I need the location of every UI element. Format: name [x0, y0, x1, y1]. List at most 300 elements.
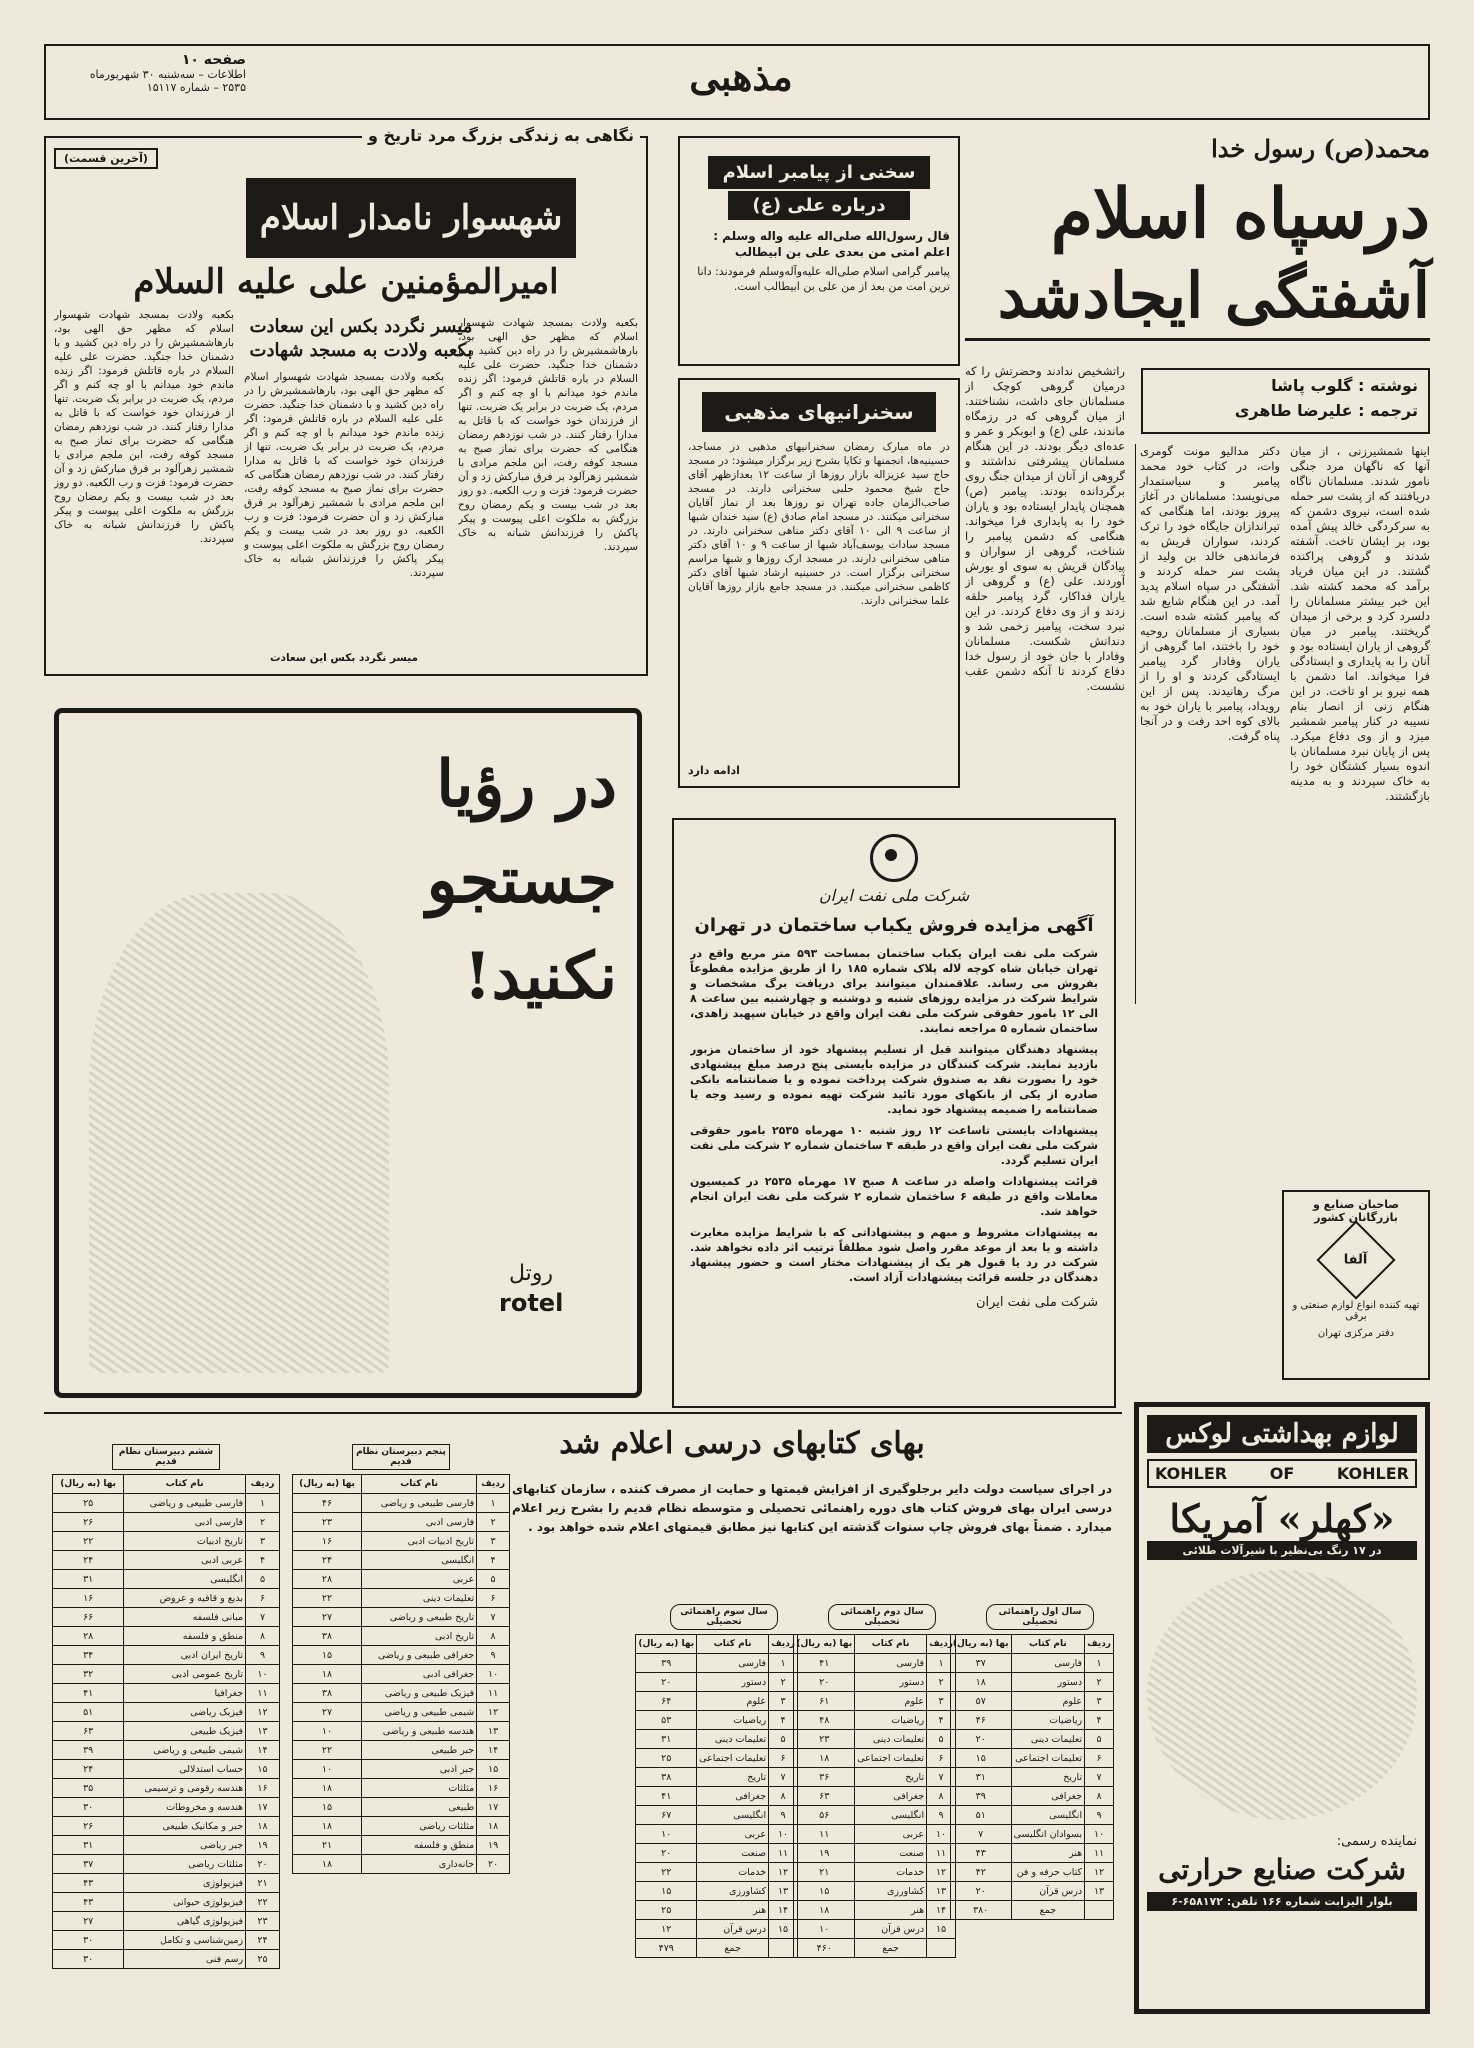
total-value: ۴۶۰ — [794, 1939, 855, 1958]
book-price: ۲۴ — [53, 1760, 124, 1779]
table-row — [794, 1654, 956, 1673]
book-price: ۱۸ — [950, 1673, 1011, 1692]
table-row — [794, 1920, 956, 1939]
book-name: تاریخ طبیعی و ریاضی — [362, 1608, 477, 1627]
row-number: ۲ — [1085, 1673, 1114, 1692]
book-price: ۷ — [950, 1825, 1011, 1844]
section-title: مذهبی — [689, 54, 793, 99]
table-row — [53, 1684, 280, 1703]
table-row — [53, 1817, 280, 1836]
book-price: ۱۰ — [293, 1722, 362, 1741]
table-row — [53, 1494, 280, 1513]
date-line: اطلاعات – سه‌شنبه ۳۰ شهریورماه — [89, 68, 246, 81]
table-row — [53, 1646, 280, 1665]
book-price: ۱۰ — [794, 1920, 855, 1939]
table-year-1 — [952, 1604, 1114, 1920]
price-table — [793, 1634, 956, 1958]
book-name: جغرافی طبیعی و ریاضی — [362, 1646, 477, 1665]
book-name: دستور — [1011, 1673, 1084, 1692]
industry-ad-line1: صاحبان صنایع و بازرگانان کشور — [1312, 1198, 1400, 1224]
book-price: ۴۳ — [53, 1893, 124, 1912]
table-row — [293, 1684, 510, 1703]
row-number: ۱۰ — [246, 1665, 280, 1684]
table-total-row — [636, 1939, 798, 1958]
row-number: ۱۱ — [477, 1684, 510, 1703]
table-row — [636, 1901, 798, 1920]
saying-subtitle: درباره علی (ع) — [728, 191, 910, 220]
price-table — [52, 1474, 280, 1969]
book-price: ۳۹ — [636, 1654, 697, 1673]
table-row — [53, 1532, 280, 1551]
book-price: ۲۵ — [53, 1494, 124, 1513]
book-price: ۳۰ — [53, 1798, 124, 1817]
translator: ترجمه : علیرضا طاهری — [1234, 401, 1418, 420]
table-row — [293, 1665, 510, 1684]
book-price: ۲۷ — [293, 1703, 362, 1722]
book-price: ۱۲ — [636, 1920, 697, 1939]
ali-col-mid: بکعبه ولادت بمسجد شهادت شهسوار اسلام که مظهر حق الهی بود، بارهاشمشیرش را در راه دین کشید و با دشمنان خدا جنگید. حضرت علی علیه السلام در باره قاتلش فرمود: اگر زنده ماندم خود میدانم با او چه کنم و اگر مردم، یک ضربت در برابر یک ضربت. تنها از فرزندان خود خواست که با قاتل به مدارا رفتار کنند. در شب نوزدهم رمضان هنگامی که حضرت برای نماز صبح به مسجد کوفه رفت، ابن ملجم مرادی با شمشیر زهرآلود بر فرق مبارکش زد و آن حضرت فرمود: فزت و رب الکعبه. دو روز بعد در شب بیست و یکم رمضان روح بزرگش به ملکوت اعلی پیوست و پیکر پاکش را فرزندانش شبانه به خاک سپردند. — [244, 371, 444, 579]
row-number: ۹ — [927, 1806, 956, 1825]
book-price: ۲۰ — [636, 1673, 697, 1692]
book-name: طبیعی — [362, 1798, 477, 1817]
table-row — [636, 1863, 798, 1882]
table-row — [636, 1825, 798, 1844]
book-name: تعلیمات اجتماعی — [855, 1749, 927, 1768]
table-row — [794, 1673, 956, 1692]
book-name: دستور — [697, 1673, 769, 1692]
book-name: تعلیمات دینی — [362, 1589, 477, 1608]
table-row — [636, 1749, 798, 1768]
table-row — [293, 1513, 510, 1532]
row-number: ۱۱ — [1085, 1844, 1114, 1863]
col-row: ردیف — [477, 1475, 510, 1494]
book-name: انگلیسی — [362, 1551, 477, 1570]
industry-ad-line3: دفتر مرکزی تهران — [1317, 1328, 1395, 1339]
book-price: ۱۵ — [636, 1882, 697, 1901]
total-label: جمع — [1011, 1901, 1084, 1920]
book-name: دستور — [855, 1673, 927, 1692]
table-row — [293, 1627, 510, 1646]
row-number: ۴ — [769, 1711, 798, 1730]
book-name: هندسه طبیعی و ریاضی — [362, 1722, 477, 1741]
book-price: ۴۱ — [794, 1654, 855, 1673]
table-row — [636, 1692, 798, 1711]
book-price: ۱۸ — [293, 1817, 362, 1836]
table-row — [293, 1855, 510, 1874]
row-number: ۱۹ — [246, 1836, 280, 1855]
book-price: ۲۵ — [636, 1749, 697, 1768]
rotel-line-2: جستجو — [426, 843, 617, 918]
row-number: ۷ — [1085, 1768, 1114, 1787]
book-name: ریاضیات — [1011, 1711, 1084, 1730]
book-name: فارسی طبیعی و ریاضی — [124, 1494, 246, 1513]
table-row — [794, 1806, 956, 1825]
col-price: بها (به ریال) — [950, 1635, 1011, 1654]
book-name: تعلیمات دینی — [1011, 1730, 1084, 1749]
ali-end-line: میسر نگردد بکس این سعادت — [270, 652, 418, 664]
book-price: ۴۶ — [293, 1494, 362, 1513]
row-number: ۲ — [246, 1513, 280, 1532]
col-name: نام کتاب — [697, 1635, 769, 1654]
table-row — [53, 1798, 280, 1817]
row-number: ۲۲ — [246, 1893, 280, 1912]
table-row — [53, 1950, 280, 1969]
book-name: علوم — [855, 1692, 927, 1711]
table-year-3 — [638, 1604, 798, 1958]
book-price: ۲۳ — [794, 1730, 855, 1749]
table-row — [293, 1817, 510, 1836]
table-row — [950, 1654, 1113, 1673]
book-price: ۱۸ — [293, 1855, 362, 1874]
kohler-brand: «کهلر» آمریکا — [1169, 1496, 1395, 1541]
col-name: نام کتاب — [855, 1635, 927, 1654]
book-price: ۵۱ — [950, 1806, 1011, 1825]
ali-title: امیرالمؤمنین علی علیه السلام — [133, 262, 559, 302]
book-price: ۵۶ — [794, 1806, 855, 1825]
oil-footer: شرکت ملی نفت ایران — [975, 1295, 1098, 1310]
row-number: ۱۵ — [477, 1760, 510, 1779]
book-price: ۱۰ — [293, 1760, 362, 1779]
row-number: ۶ — [927, 1749, 956, 1768]
book-name: زمین‌شناسی و تکامل — [124, 1931, 246, 1950]
table-row — [950, 1806, 1113, 1825]
book-name: خانه‌داری — [362, 1855, 477, 1874]
book-name: تاریخ — [697, 1768, 769, 1787]
book-name: درس قرآن — [855, 1920, 927, 1939]
book-price: ۶۷ — [636, 1806, 697, 1825]
textbooks-title: بهای کتابهای درسی اعلام شد — [559, 1426, 925, 1461]
table-row — [53, 1589, 280, 1608]
bathtub-illustration — [1147, 1570, 1417, 1820]
book-name: هنر — [855, 1901, 927, 1920]
table-title: ششم دبیرستان نظام قدیم — [112, 1444, 220, 1470]
book-price: ۳۷ — [950, 1654, 1011, 1673]
industry-logo-text: آلفا — [1344, 1252, 1368, 1268]
row-number: ۱۲ — [769, 1863, 798, 1882]
book-price: ۶۳ — [53, 1722, 124, 1741]
col-price: بها (به ریال) — [636, 1635, 697, 1654]
row-number: ۵ — [477, 1570, 510, 1589]
table-row — [794, 1692, 956, 1711]
book-name: مثلثات ریاضی — [124, 1855, 246, 1874]
oil-company-name: شرکت ملی نفت ایران — [818, 886, 970, 905]
ali-kicker: نگاهی به زندگی بزرگ مرد تاریخ و — [362, 126, 640, 145]
row-number: ۱۵ — [769, 1920, 798, 1939]
book-price: ۳۹ — [53, 1741, 124, 1760]
table-row — [636, 1787, 798, 1806]
table-row — [293, 1589, 510, 1608]
table-total-row — [950, 1901, 1113, 1920]
book-name: هنر — [1011, 1844, 1084, 1863]
row-number: ۱۸ — [246, 1817, 280, 1836]
book-name: جبر ادبی — [362, 1760, 477, 1779]
table-row — [636, 1806, 798, 1825]
table-row — [950, 1825, 1113, 1844]
kohler-address: بلوار الیزابت شماره ۱۶۶ تلفن: ۶۵۸۱۷۲-۶ — [1147, 1892, 1417, 1911]
table-row — [794, 1711, 956, 1730]
book-name: انگلیسی — [855, 1806, 927, 1825]
row-number: ۱۸ — [477, 1817, 510, 1836]
table-row — [636, 1654, 798, 1673]
book-name: منطق و فلسفه — [124, 1627, 246, 1646]
row-number: ۲۵ — [246, 1950, 280, 1969]
kohler-strip-left: KOHLER — [1155, 1464, 1228, 1483]
speeches-box — [678, 378, 960, 788]
book-price: ۲۲ — [53, 1532, 124, 1551]
row-number: ۵ — [1085, 1730, 1114, 1749]
book-name: حساب استدلالی — [124, 1760, 246, 1779]
book-price: ۱۱ — [794, 1825, 855, 1844]
row-number: ۱۲ — [927, 1863, 956, 1882]
row-number: ۱۲ — [477, 1703, 510, 1722]
row-number: ۳ — [927, 1692, 956, 1711]
book-price: ۴۳ — [53, 1874, 124, 1893]
book-name: درس قرآن — [1011, 1882, 1084, 1901]
book-price: ۵۳ — [636, 1711, 697, 1730]
book-name: تاریخ ادبیات — [124, 1532, 246, 1551]
saying-box — [678, 136, 960, 366]
table-row — [53, 1665, 280, 1684]
row-number: ۵ — [927, 1730, 956, 1749]
ali-col-left: بکعبه ولادت بمسجد شهادت شهسوار اسلام که مظهر حق الهی بود، بارهاشمشیرش را در راه دین کشید و با دشمنان خدا جنگید. حضرت علی علیه السلام در باره قاتلش فرمود: اگر زنده ماندم خود میدانم با او چه کنم و اگر مردم، یک ضربت در برابر یک ضربت. تنها از فرزندان خود خواست که با قاتل به مدارا رفتار کنند. در شب نوزدهم رمضان هنگامی که حضرت برای نماز صبح به مسجد کوفه رفت، ابن ملجم مرادی با شمشیر زهرآلود بر فرق مبارکش زد و آن حضرت فرمود: فزت و رب الکعبه. دو روز بعد در شب بیست و یکم رمضان روح بزرگش به ملکوت اعلی پیوست و پیکر پاکش را فرزندانش شبانه به خاک سپردند. — [54, 309, 234, 545]
book-price: ۲۴ — [293, 1551, 362, 1570]
table-row — [950, 1787, 1113, 1806]
book-price: ۱۵ — [293, 1798, 362, 1817]
oil-body-4: قرائت پیشنهادات واصله در ساعت ۸ صبح ۱۷ مهرماه ۲۵۳۵ در کمیسیون معاملات واقع در طبقه ۶ ساختمان شماره ۲ شرکت ملی نفت ایران انجام خواهد شد. — [690, 1175, 1098, 1218]
book-name: کشاورزی — [855, 1882, 927, 1901]
book-price: ۲۲ — [293, 1589, 362, 1608]
row-number: ۱۴ — [769, 1901, 798, 1920]
book-name: صنعت — [697, 1844, 769, 1863]
row-number: ۱ — [1085, 1654, 1114, 1673]
book-price: ۳۰ — [53, 1931, 124, 1950]
table-row — [53, 1551, 280, 1570]
row-number: ۶ — [1085, 1749, 1114, 1768]
table-row — [950, 1692, 1113, 1711]
book-price: ۲۰ — [794, 1673, 855, 1692]
table-row — [794, 1844, 956, 1863]
table-row — [293, 1760, 510, 1779]
kohler-strip-right: KOHLER — [1336, 1464, 1409, 1483]
table-row — [53, 1931, 280, 1950]
book-price: ۲۱ — [794, 1863, 855, 1882]
headline-1: درسپاه اسلام — [1050, 174, 1430, 254]
table-row — [53, 1912, 280, 1931]
book-name: انگلیسی — [124, 1570, 246, 1589]
row-number: ۴ — [927, 1711, 956, 1730]
row-number: ۱ — [477, 1494, 510, 1513]
book-price: ۴۳ — [950, 1844, 1011, 1863]
book-price: ۲۲ — [636, 1863, 697, 1882]
kohler-title: لوازم بهداشتی لوکس — [1147, 1415, 1417, 1453]
book-name: جغرافیا — [124, 1684, 246, 1703]
row-number: ۱۵ — [246, 1760, 280, 1779]
book-name: فارسی ادبی — [124, 1513, 246, 1532]
table-row — [293, 1779, 510, 1798]
table-row — [293, 1551, 510, 1570]
col-row: ردیف — [769, 1635, 798, 1654]
table-row — [293, 1836, 510, 1855]
table-row — [950, 1749, 1113, 1768]
row-number: ۹ — [1085, 1806, 1114, 1825]
table-row — [794, 1730, 956, 1749]
book-price: ۶۳ — [794, 1787, 855, 1806]
table-row — [636, 1730, 798, 1749]
book-price: ۳۲ — [53, 1665, 124, 1684]
book-name: تاریخ ادبی — [362, 1627, 477, 1646]
book-name: فیزیولوژی گیاهی — [124, 1912, 246, 1931]
table-row — [53, 1855, 280, 1874]
author: نوشته : گلوب پاشا — [1271, 376, 1418, 395]
table-row — [53, 1703, 280, 1722]
book-name: علوم — [1011, 1692, 1084, 1711]
saying-title: سخنی از پیامبر اسلام — [708, 156, 930, 189]
row-number: ۱۳ — [1085, 1882, 1114, 1901]
row-number: ۴ — [477, 1551, 510, 1570]
book-price: ۳۸ — [636, 1768, 697, 1787]
row-number: ۸ — [927, 1787, 956, 1806]
table-row — [950, 1768, 1113, 1787]
table-row — [293, 1608, 510, 1627]
table-row — [636, 1768, 798, 1787]
book-name: فارسی طبیعی و ریاضی — [362, 1494, 477, 1513]
book-price: ۱۵ — [794, 1882, 855, 1901]
book-name: هندسه رقومی و ترسیمی — [124, 1779, 246, 1798]
book-name: تعلیمات اجتماعی — [1011, 1749, 1084, 1768]
table-row — [293, 1722, 510, 1741]
table-row — [636, 1920, 798, 1939]
row-number: ۹ — [477, 1646, 510, 1665]
book-price: ۴۶ — [950, 1711, 1011, 1730]
book-name: رسم فنی — [124, 1950, 246, 1969]
book-price: ۳۸ — [293, 1684, 362, 1703]
book-price: ۶۴ — [636, 1692, 697, 1711]
row-number: ۲ — [927, 1673, 956, 1692]
book-name: مثلثات — [362, 1779, 477, 1798]
table-row — [53, 1836, 280, 1855]
book-name: فیزیولوژی — [124, 1874, 246, 1893]
book-price: ۲۰ — [950, 1882, 1011, 1901]
book-name: تاریخ ایران ادبی — [124, 1646, 246, 1665]
row-number: ۶ — [246, 1589, 280, 1608]
table-row — [636, 1711, 798, 1730]
book-name: هنر — [697, 1901, 769, 1920]
col-name: نام کتاب — [124, 1475, 246, 1494]
kohler-strip-mid: OF — [1269, 1464, 1295, 1483]
kohler-strip — [1147, 1459, 1417, 1488]
table-grade-6 — [52, 1444, 280, 1969]
table-title: پنجم دبیرستان نظام قدیم — [352, 1444, 450, 1470]
book-price: ۳۶ — [794, 1768, 855, 1787]
row-number: ۱۱ — [769, 1844, 798, 1863]
table-row — [293, 1798, 510, 1817]
row-number: ۱۰ — [477, 1665, 510, 1684]
oil-ad — [672, 818, 1116, 1408]
book-price: ۶۶ — [53, 1608, 124, 1627]
book-price: ۳۰ — [53, 1950, 124, 1969]
page-header — [44, 44, 1430, 120]
speeches-continue: ادامه دارد — [688, 764, 740, 777]
table-row — [950, 1863, 1113, 1882]
rotel-brand-en: rotel — [499, 1289, 564, 1317]
table-row — [293, 1532, 510, 1551]
book-price: ۱۹ — [794, 1844, 855, 1863]
row-number: ۴ — [1085, 1711, 1114, 1730]
ali-article — [44, 126, 648, 676]
page-info — [56, 52, 246, 94]
table-row — [53, 1627, 280, 1646]
table-row — [794, 1749, 956, 1768]
row-number: ۶ — [477, 1589, 510, 1608]
price-table — [950, 1634, 1114, 1920]
rotel-line-1: در رؤیا — [436, 747, 617, 822]
total-label: جمع — [697, 1939, 769, 1958]
table-row — [794, 1768, 956, 1787]
book-name: ریاضیات — [855, 1711, 927, 1730]
book-price: ۱۸ — [794, 1749, 855, 1768]
row-number: ۴ — [246, 1551, 280, 1570]
saying-text: پیامبر گرامی اسلام صلی‌اله علیه‌وآله‌وسلم فرمودند: دانا ترین امت من بعد از من علی بن ابیطالب است. — [697, 265, 950, 293]
row-number: ۱ — [927, 1654, 956, 1673]
saying-arabic: قال رسول‌الله صلی‌اله علیه واله وسلم : اعلم امتی من بعدی علی بن ابیطالب — [713, 229, 950, 259]
table-title: سال سوم راهنمائی تحصیلی — [670, 1604, 778, 1630]
row-number: ۵ — [246, 1570, 280, 1589]
book-name: فیزیک طبیعی و ریاضی — [362, 1684, 477, 1703]
book-price: ۳۱ — [950, 1768, 1011, 1787]
row-number: ۲۱ — [246, 1874, 280, 1893]
row-number: ۹ — [246, 1646, 280, 1665]
table-title: سال اول راهنمائی تحصیلی — [986, 1604, 1094, 1630]
book-price: ۴۱ — [636, 1787, 697, 1806]
book-name: بسوادان انگلیسی — [1011, 1825, 1084, 1844]
book-name: شیمی طبیعی و ریاضی — [362, 1703, 477, 1722]
book-price: ۳۱ — [53, 1836, 124, 1855]
total-label: جمع — [855, 1939, 927, 1958]
issue-line: ۲۵۳۵ – شماره ۱۵۱۱۷ — [146, 81, 246, 94]
book-price: ۳۹ — [950, 1787, 1011, 1806]
book-name: جبر ریاضی — [124, 1836, 246, 1855]
book-price: ۵۱ — [53, 1703, 124, 1722]
book-name: تعلیمات دینی — [697, 1730, 769, 1749]
row-number: ۶ — [769, 1749, 798, 1768]
headline-2: آشفتگی ایجادشد — [965, 254, 1430, 341]
table-row — [293, 1570, 510, 1589]
book-name: خدمات — [855, 1863, 927, 1882]
book-name: انگلیسی — [697, 1806, 769, 1825]
row-number: ۸ — [477, 1627, 510, 1646]
row-number: ۱۳ — [246, 1722, 280, 1741]
row-number: ۱۴ — [246, 1741, 280, 1760]
book-name: ریاضیات — [697, 1711, 769, 1730]
book-name: فیزیک ریاضی — [124, 1703, 246, 1722]
book-name: عربی — [697, 1825, 769, 1844]
table-row — [53, 1722, 280, 1741]
book-name: هندسه و مخروطات — [124, 1798, 246, 1817]
price-table — [292, 1474, 510, 1874]
row-number: ۱۰ — [1085, 1825, 1114, 1844]
book-price: ۲۷ — [53, 1912, 124, 1931]
oil-body-5: به پیشنهادات مشروط و مبهم و پیشنهاداتی که با شرایط مزایده مغایرت داشته و یا بعد از موعد مقرر واصل شود مطلقاً ترتیب اثر داده نخواهد شد. شرکت در رد یا قبول هر یک از پیشنهادات مختار است و حضور پیشنهاد دهندگان در جلسه قرائت پیشنهادات آزاد است. — [690, 1226, 1098, 1284]
byline-box — [1141, 368, 1430, 434]
col-price: بها (به ریال) — [53, 1475, 124, 1494]
rotel-brand-fa: روتل — [509, 1261, 554, 1286]
book-price: ۲۸ — [293, 1570, 362, 1589]
row-number: ۱۲ — [246, 1703, 280, 1722]
book-price: ۱۰ — [636, 1825, 697, 1844]
table-row — [53, 1779, 280, 1798]
page-number: صفحه ۱۰ — [181, 52, 246, 68]
book-price: ۳۸ — [293, 1627, 362, 1646]
